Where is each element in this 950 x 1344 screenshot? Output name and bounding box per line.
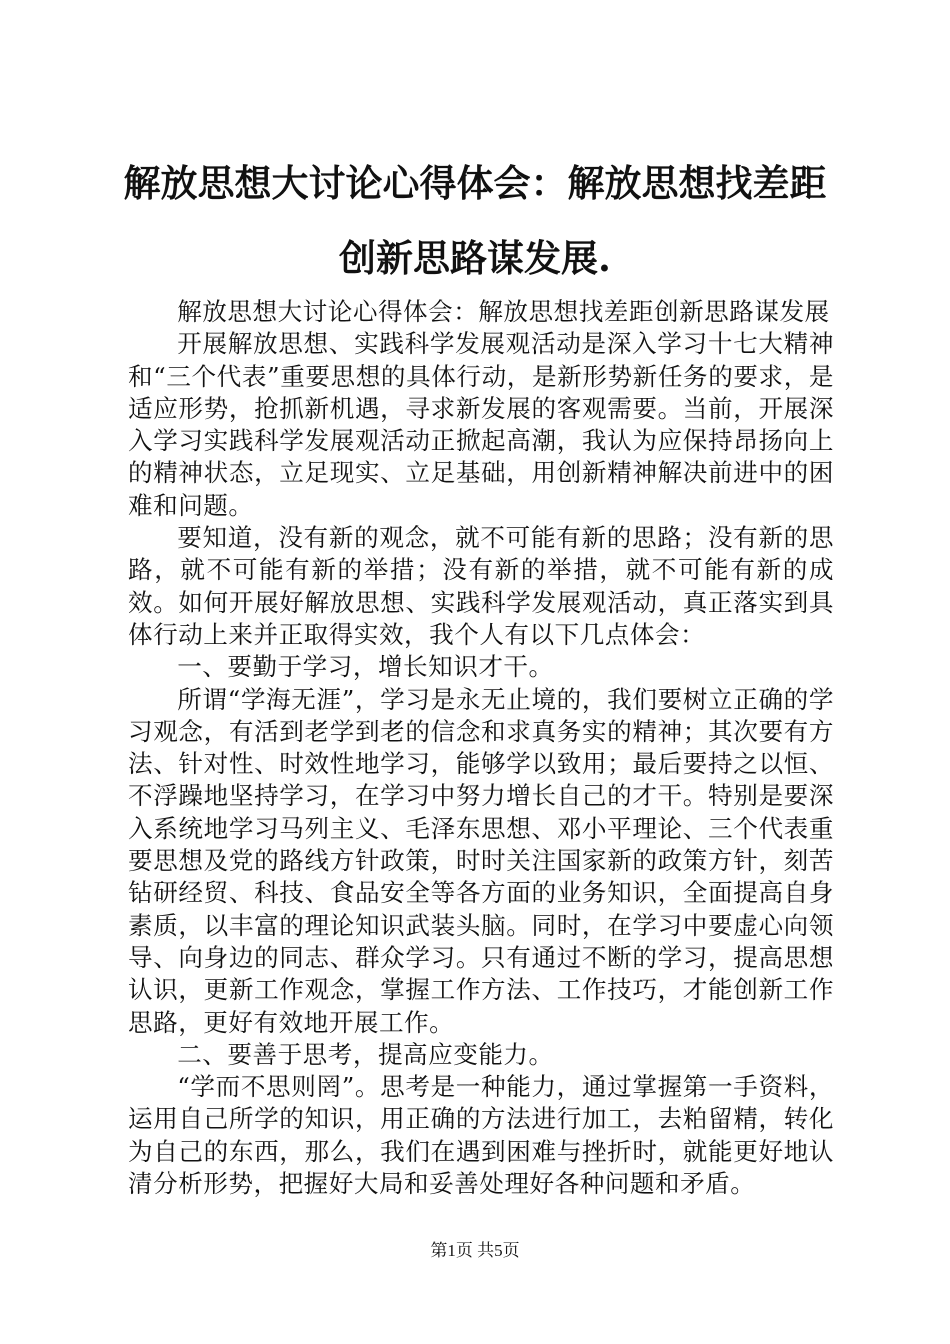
section-heading-2: 二、要善于思考，提高应变能力。: [177, 1039, 554, 1069]
page-footer: 第1页 共5页: [430, 1241, 520, 1260]
document-title: 解放思想大讨论心得体会：解放思想找差距创新思路谋发展.: [123, 161, 827, 280]
section-heading-1: 一、要勤于学习，增长知识才干。: [177, 652, 554, 682]
document-body: [128, 296, 834, 1200]
paragraph-learning: 所谓“学海无涯”，学习是永无止境的，我们要树立正确的学习观念，有活到老学到老的信念和求真务实的精神；其次要有方法、针对性、时效性地学习，能够学以致用；最后要持之以恒、不浮躁地坚持学习，在学习中努力增长自己的才干。特别是要深入系统地学习马列主义、毛泽东思想、邓小平理论、三个代表重要思想及党的路线方针政策，时时关注国家新的政策方针，刻苦钻研经贸、科技、食品安全等各方面的业务知识，全面提高自身素质，以丰富的理论知识武装头脑。同时，在学习中要虚心向领导、向身边的同志、群众学习。只有通过不断的学习，提高思想认识，更新工作观念，掌握工作方法、工作技巧，才能创新工作思路，更好有效地开展工作。: [128, 684, 834, 1037]
paragraph-thinking: “学而不思则罔”。思考是一种能力，通过掌握第一手资料，运用自己所学的知识，用正确的方法进行加工，去粕留精，转化为自己的东西，那么，我们在遇到困难与挫折时，就能更好地认清分析形势，把握好大局和妥善处理好各种问题和矛盾。: [128, 1072, 834, 1199]
paragraph-new-ideas: 要知道，没有新的观念，就不可能有新的思路；没有新的思路，就不可能有新的举措；没有新的举措，就不可能有新的成效。如何开展好解放思想、实践科学发展观活动，真正落实到具体行动上来并正取得实效，我个人有以下几点体会：: [128, 523, 834, 649]
paragraph-subtitle: 解放思想大讨论心得体会：解放思想找差距创新思路谋发展: [177, 297, 830, 326]
paragraph-intro: 开展解放思想、实践科学发展观活动是深入学习十七大精神和“三个代表”重要思想的具体行动，是新形势新任务的要求，是适应形势，抢抓新机遇，寻求新发展的客观需要。当前，开展深入学习实践科学发展观活动正掀起高潮，我认为应保持昂扬向上的精神状态，立足现实、立足基础，用创新精神解决前进中的困难和问题。: [128, 329, 834, 520]
